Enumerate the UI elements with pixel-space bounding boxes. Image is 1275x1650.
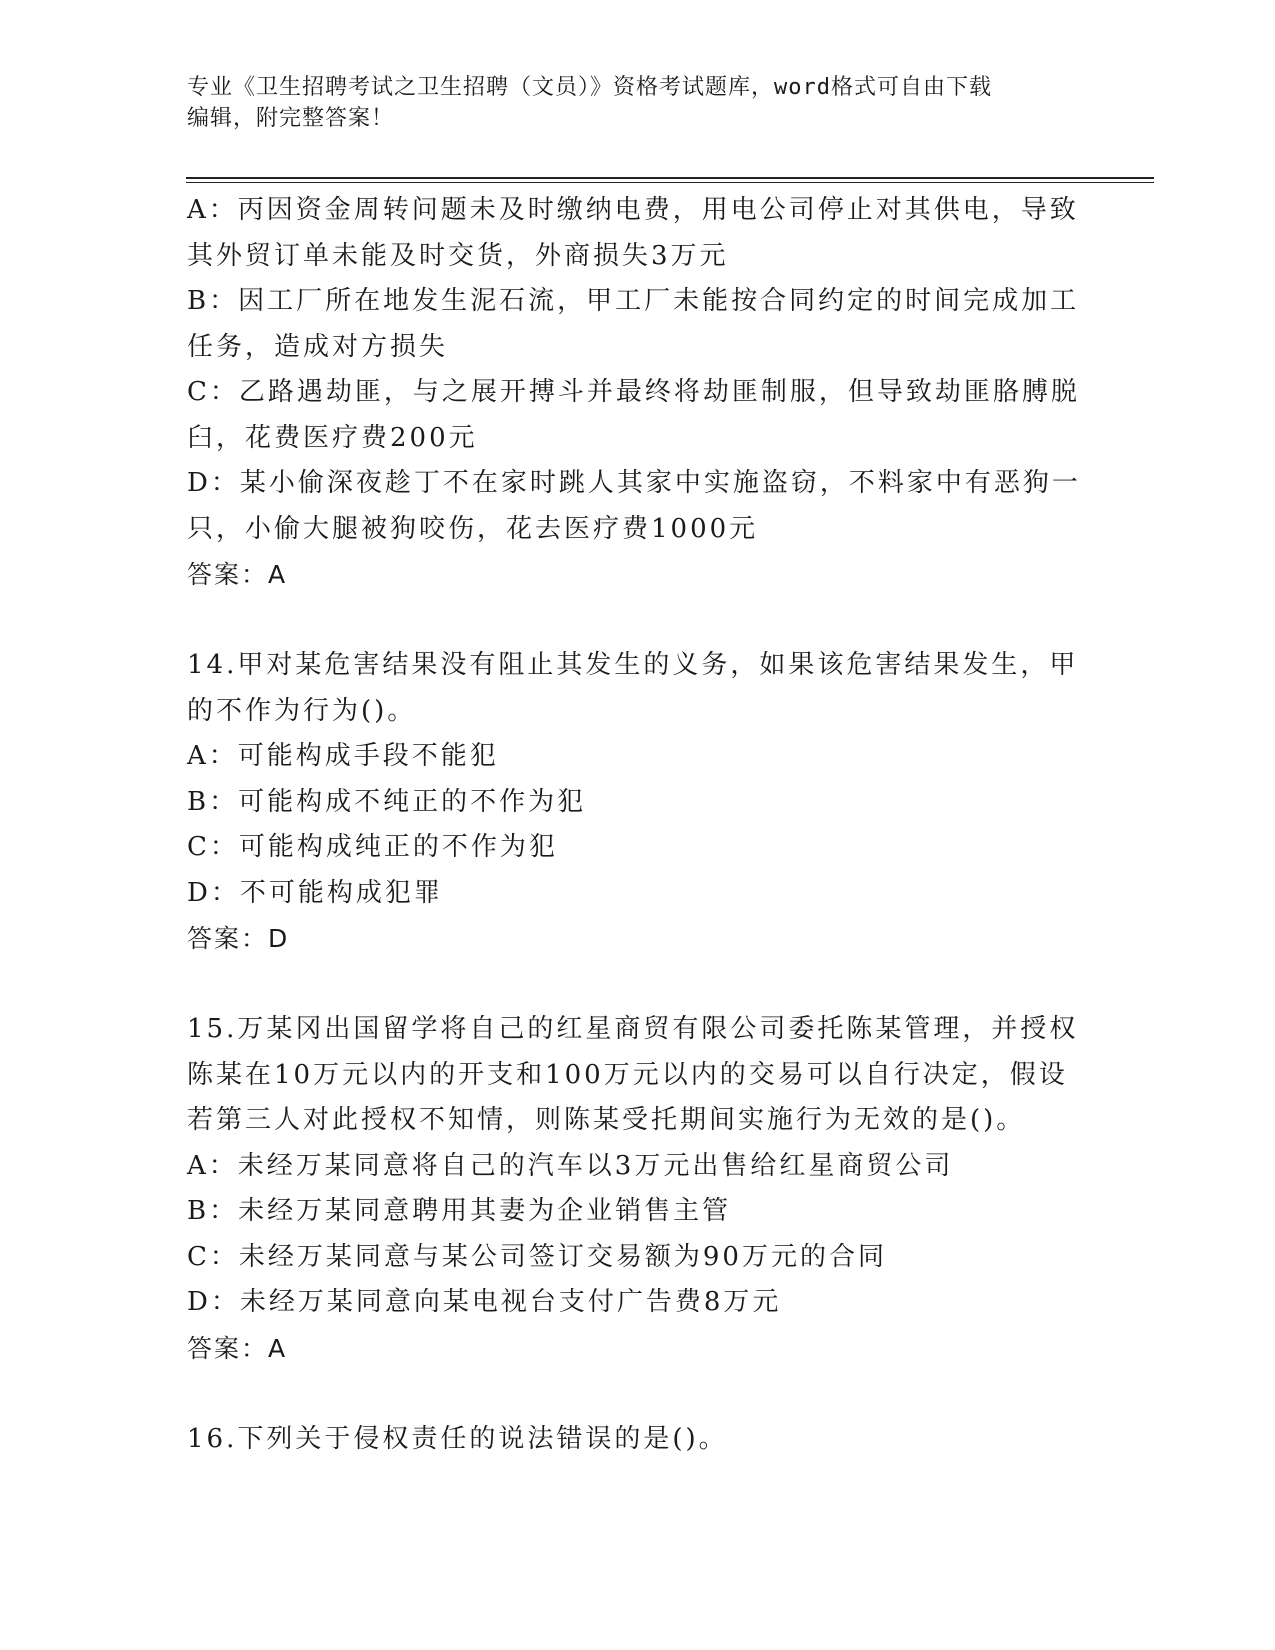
- header-divider-thick: [186, 177, 1154, 179]
- q13-option-b-line-1: B：因工厂所在地发生泥石流，甲工厂未能按合同约定的时间完成加工: [187, 286, 1080, 316]
- header-divider-thin: [186, 182, 1154, 183]
- q14-stem-line-1: 14.甲对某危害结果没有阻止其发生的义务，如果该危害结果发生，甲: [187, 650, 1079, 680]
- q15-option-d: D：未经万某同意向某电视台支付广告费8万元: [187, 1287, 782, 1317]
- question-content: [187, 188, 1087, 1462]
- q14-option-c: C：可能构成纯正的不作为犯: [187, 832, 558, 862]
- spacer: [187, 1371, 1087, 1417]
- question-13-options: [187, 188, 1087, 598]
- q14-option-b: B：可能构成不纯正的不作为犯: [187, 786, 587, 817]
- header-line-1: 专业《卫生招聘考试之卫生招聘（文员）》资格考试题库，word格式可自由下载: [187, 75, 992, 100]
- q13-answer: 答案：A: [187, 560, 288, 589]
- q15-option-b: B：未经万某同意聘用其妻为企业销售主管: [187, 1196, 732, 1226]
- question-14: [187, 643, 1087, 962]
- q13-option-a-line-1: A：丙因资金周转问题未及时缴纳电费，用电公司停止对其供电，导致: [187, 195, 1079, 225]
- q15-option-c: C：未经万某同意与某公司签订交易额为90万元的合同: [187, 1241, 887, 1272]
- q14-stem-line-2: 的不作为行为()。: [187, 695, 417, 726]
- spacer: [187, 962, 1087, 1008]
- q16-stem-line-1: 16.下列关于侵权责任的说法错误的是()。: [187, 1423, 728, 1454]
- question-15: [187, 1007, 1087, 1371]
- header-line-2: 编辑，附完整答案！: [187, 106, 395, 131]
- q15-option-a: A：未经万某同意将自己的汽车以3万元出售给红星商贸公司: [187, 1150, 954, 1181]
- q14-option-d: D：不可能构成犯罪: [187, 877, 443, 908]
- q15-stem-line-2: 陈某在10万元以内的开支和100万元以内的交易可以自行决定，假设: [187, 1059, 1068, 1090]
- q15-stem-line-1: 15.万某冈出国留学将自己的红星商贸有限公司委托陈某管理，并授权: [187, 1014, 1079, 1044]
- q13-option-a-line-2: 其外贸订单未能及时交货，外商损失3万元: [187, 240, 729, 271]
- q15-stem-line-3: 若第三人对此授权不知情，则陈某受托期间实施行为无效的是()。: [187, 1105, 1026, 1135]
- document-header: [187, 72, 1087, 134]
- q13-option-c-line-2: 臼，花费医疗费200元: [187, 422, 478, 453]
- q15-answer: 答案：A: [187, 1333, 288, 1363]
- q13-option-b-line-2: 任务，造成对方损失: [187, 331, 449, 362]
- q13-option-d-line-2: 只，小偷大腿被狗咬伤，花去医疗费1000元: [187, 513, 759, 544]
- q13-option-d-line-1: D：某小偷深夜趁丁不在家时跳人其家中实施盗窃，不料家中有恶狗一: [187, 468, 1081, 498]
- question-16: [187, 1417, 1087, 1463]
- spacer: [187, 598, 1087, 644]
- q14-option-a: A：可能构成手段不能犯: [187, 741, 499, 771]
- q13-option-c-line-1: C：乙路遇劫匪，与之展开搏斗并最终将劫匪制服，但导致劫匪胳膊脱: [187, 377, 1080, 407]
- q14-answer: 答案：D: [187, 924, 290, 953]
